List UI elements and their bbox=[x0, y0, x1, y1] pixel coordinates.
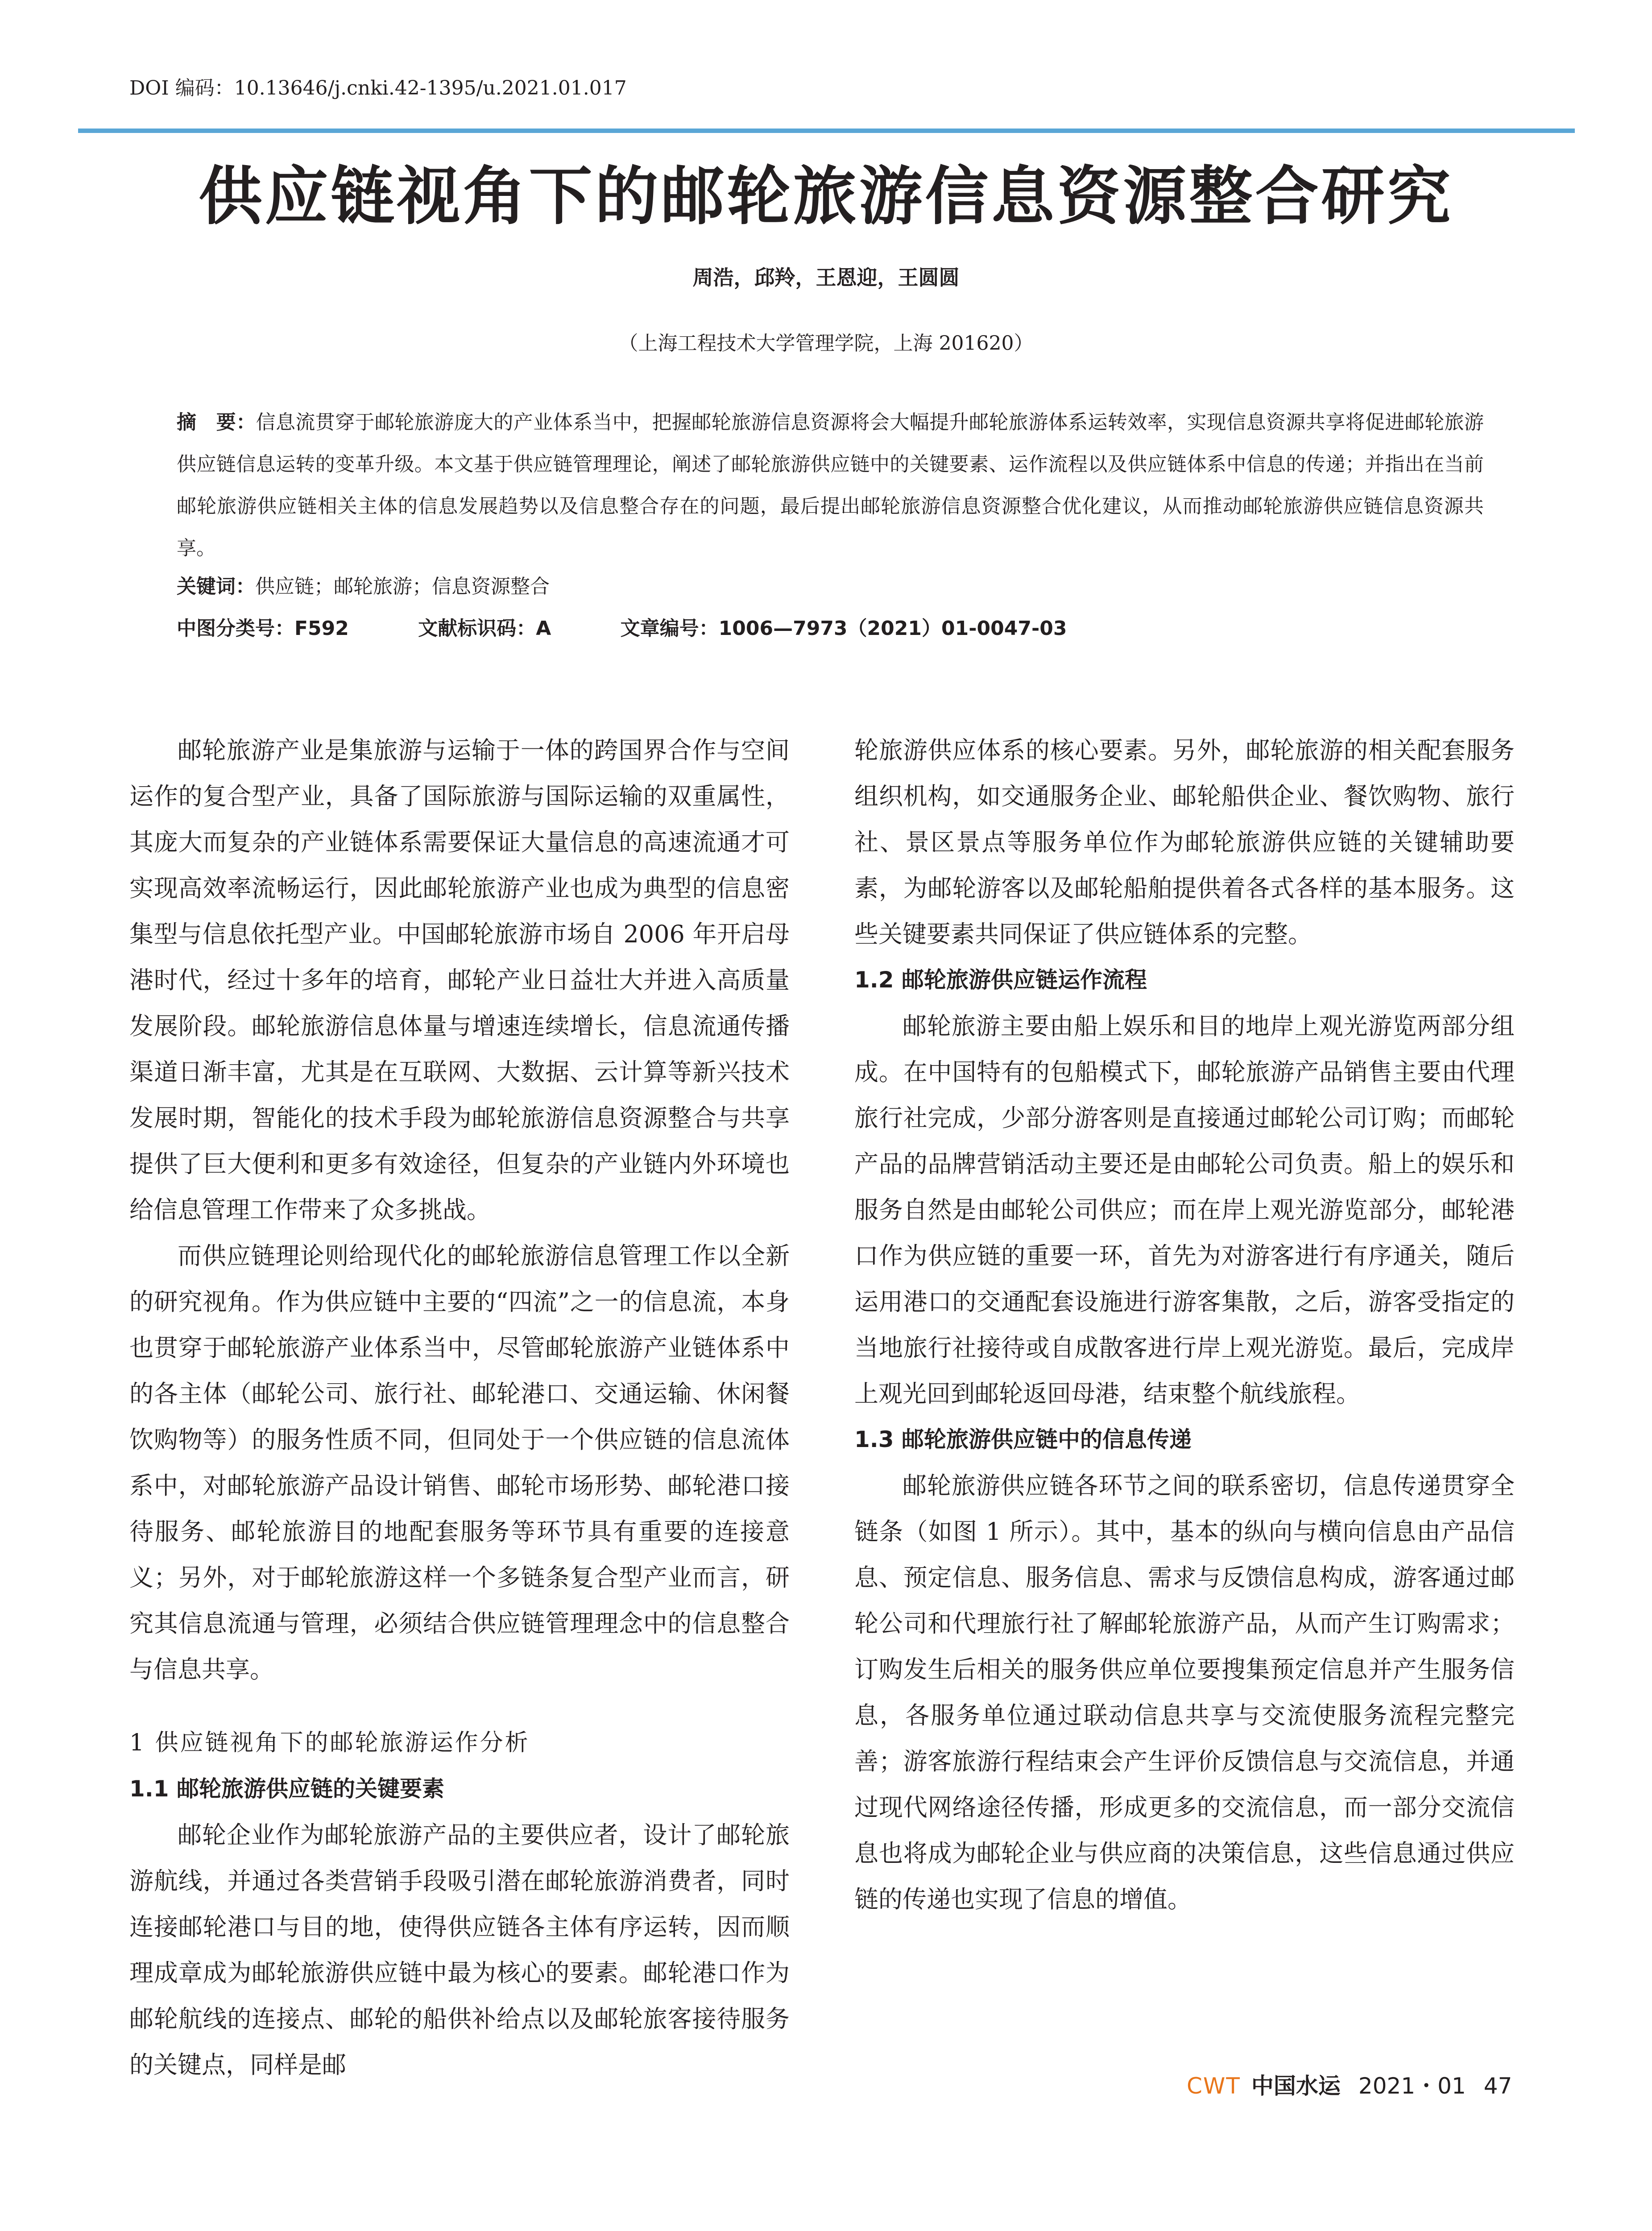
section-heading-1-3: 1.3 邮轮旅游供应链中的信息传递 bbox=[854, 1427, 1192, 1452]
issue-number: 2021・01 bbox=[1358, 2073, 1466, 2099]
paragraph: 邮轮旅游供应链各环节之间的联系密切，信息传递贯穿全链条（如图 1 所示）。其中，基本的纵向与横向信息由产品信息、预定信息、服务信息、需求与反馈信息构成，游客通过邮轮公司和代理旅行社了解邮轮旅游产品，从而产生订购需求；订购发生后相关的服务供应单位要搜集预定信息并产生服务信息，各服务单位通过联动信息共享与交流使服务流程完整完善；游客旅游行程结束会产生评价反馈信息与交流信息，并通过现代网络途径传播，形成更多的交流信息，而一部分交流信息也将成为邮轮企业与供应商的决策信息，这些信息通过供应链的传递也实现了信息的增值。 bbox=[854, 1472, 1515, 1913]
document-code: 文献标识码：A bbox=[418, 617, 551, 640]
authors: 周浩，邱羚，王恩迎，王圆圆 bbox=[692, 265, 960, 290]
keywords bbox=[177, 566, 550, 608]
paragraph: 邮轮企业作为邮轮旅游产品的主要供应者，设计了邮轮旅游航线，并通过各类营销手段吸引潜在邮轮旅游消费者，同时连接邮轮港口与目的地，使得供应链各主体有序运转，因而顺理成章成为邮轮旅游供应链中最为核心的要素。邮轮港口作为邮轮航线的连接点、邮轮的船供补给点以及邮轮旅客接待服务的关键点，同样是邮 bbox=[129, 1821, 790, 2079]
keywords-label: 关键词： bbox=[177, 575, 255, 598]
paragraph: 邮轮旅游产业是集旅游与运输于一体的跨国界合作与空间运作的复合型产业，具备了国际旅游与国际运输的双重属性，其庞大而复杂的产业链体系需要保证大量信息的高速流通才可实现高效率流畅运行，因此邮轮旅游产业也成为典型的信息密集型与信息依托型产业。中国邮轮旅游市场自 2006 年开启母港时代，经过十多年的培育，邮轮产业日益壮大并进入高质量发展阶段。邮轮旅游信息体量与增速连续增长，信息流通传播渠道日渐丰富，尤其是在互联网、大数据、云计算等新兴技术发展时期，智能化的技术手段为邮轮旅游信息资源整合与共享提供了巨大便利和更多有效途径，但复杂的产业链内外环境也给信息管理工作带来了众多挑战。 bbox=[129, 736, 790, 1224]
right-column bbox=[854, 727, 1515, 1922]
section-heading-1-1: 1.1 邮轮旅游供应链的关键要素 bbox=[129, 1776, 444, 1802]
doi-line: DOI 编码：10.13646/j.cnki.42-1395/u.2021.01.017 bbox=[129, 77, 627, 100]
paragraph: 而供应链理论则给现代化的邮轮旅游信息管理工作以全新的研究视角。作为供应链中主要的“四流”之一的信息流，本身也贯穿于邮轮旅游产业体系当中，尽管邮轮旅游产业链体系中的各主体（邮轮公司、旅行社、邮轮港口、交通运输、休闲餐饮购物等）的服务性质不同，但同处于一个供应链的信息流体系中，对邮轮旅游产品设计销售、邮轮市场形势、邮轮港口接待服务、邮轮旅游目的地配套服务等环节具有重要的连接意义；另外，对于邮轮旅游这样一个多链条复合型产业而言，研究其信息流通与管理，必须结合供应链管理理念中的信息整合与信息共享。 bbox=[129, 1242, 790, 1684]
journal-name: 中国水运 bbox=[1251, 2073, 1341, 2099]
paragraph: 邮轮旅游主要由船上娱乐和目的地岸上观光游览两部分组成。在中国特有的包船模式下，邮轮旅游产品销售主要由代理旅行社完成，少部分游客则是直接通过邮轮公司订购；而邮轮产品的品牌营销活动主要还是由邮轮公司负责。船上的娱乐和服务自然是由邮轮公司供应；而在岸上观光游览部分，邮轮港口作为供应链的重要一环，首先为对游客进行有序通关，随后运用港口的交通配套设施进行游客集散，之后，游客受指定的当地旅行社接待或自成散客进行岸上观光游览。最后，完成岸上观光回到邮轮返回母港，结束整个航线旅程。 bbox=[854, 1012, 1515, 1408]
keywords-text: 供应链；邮轮旅游；信息资源整合 bbox=[255, 575, 550, 598]
header-rule bbox=[78, 129, 1575, 133]
section-heading-1-2: 1.2 邮轮旅游供应链运作流程 bbox=[854, 967, 1147, 993]
clc-number: 中图分类号：F592 bbox=[177, 617, 349, 640]
paper-title: 供应链视角下的邮轮旅游信息资源整合研究 bbox=[199, 159, 1453, 233]
article-number: 文章编号：1006—7973（2021）01-0047-03 bbox=[620, 617, 1067, 640]
section-heading-1: 1 供应链视角下的邮轮旅游运作分析 bbox=[129, 1729, 530, 1756]
abstract bbox=[177, 402, 1484, 569]
abstract-label: 摘 要： bbox=[177, 411, 256, 434]
paragraph: 轮旅游供应体系的核心要素。另外，邮轮旅游的相关配套服务组织机构，如交通服务企业、邮轮船供企业、餐饮购物、旅行社、景区景点等服务单位作为邮轮旅游供应链的关键辅助要素，为邮轮游客以及邮轮船舶提供着各式各样的基本服务。这些关键要素共同保证了供应链体系的完整。 bbox=[854, 736, 1515, 948]
journal-logo-text: CWT bbox=[1187, 2073, 1241, 2099]
page-footer bbox=[1187, 2070, 1512, 2102]
left-column bbox=[129, 727, 790, 2088]
classification-line bbox=[177, 608, 1484, 650]
affiliation: （上海工程技术大学管理学院，上海 201620） bbox=[618, 332, 1034, 355]
abstract-text: 信息流贯穿于邮轮旅游庞大的产业体系当中，把握邮轮旅游信息资源将会大幅提升邮轮旅游体系运转效率，实现信息资源共享将促进邮轮旅游供应链信息运转的变革升级。本文基于供应链管理理论，阐述了邮轮旅游供应链中的关键要素、运作流程以及供应链体系中信息的传递；并指出在当前邮轮旅游供应链相关主体的信息发展趋势以及信息整合存在的问题，最后提出邮轮旅游信息资源整合优化建议，从而推动邮轮旅游供应链信息资源共享。 bbox=[177, 411, 1484, 560]
page-number: 47 bbox=[1483, 2073, 1512, 2099]
